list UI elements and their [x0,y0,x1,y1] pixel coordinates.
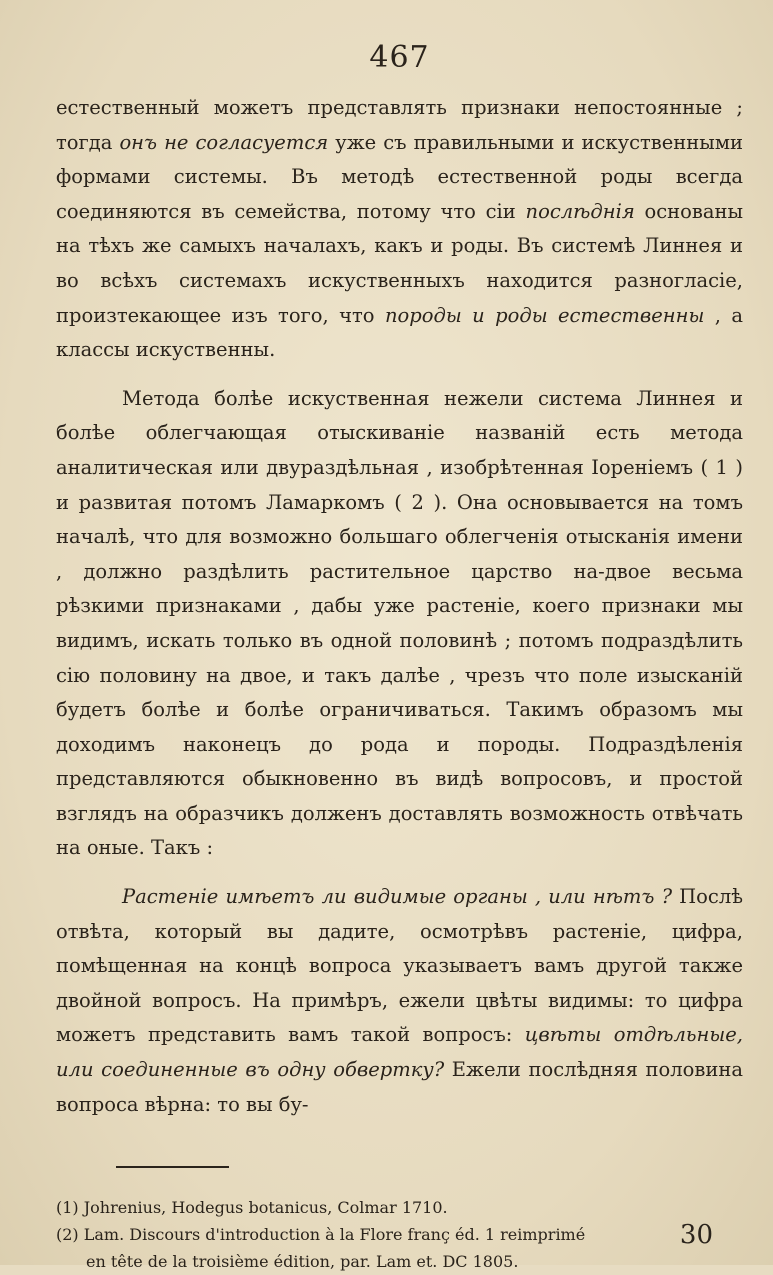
footnote-divider [116,1166,229,1168]
paragraph-1-italic-a: онъ не согласуется [119,130,329,154]
footnote-2-line-2: en tête de la troisième édition, par. Lam et. DC 1805. [86,1252,519,1272]
footnote-2-line-1: (2) Lam. Discours d'introduction à la Flore franç éd. 1 reimprimé [56,1225,586,1245]
paragraph-3-text-a: Послѣ отвѣта, который вы дадите, осмотрѣвъ растеніе, цифра, помѣщенная на концѣ вопроса указываетъ вамъ другой также двойной вопросъ. На примѣръ, ежели цвѣты видимы: то цифра можетъ представить вамъ такой вопросъ: [56,885,743,1047]
paragraph-3-text-b: Ежели послѣдняя половина вопроса вѣрна: то вы бу- [56,1058,743,1116]
paragraph-1-text-b: уже съ правильными и искуственными формами системы. Въ методѣ естественной роды всегда соединяются въ семейства, потому что сіи [56,130,743,223]
paragraph-1 [56,91,743,368]
paragraph-2: Метода болѣе искуственная нежели система Линнея и болѣе облегчающая отыскиваніе названій есть метода аналитическая или двураздѣльная , изобрѣтенная Іоренiемъ ( 1 ) и развитая потомъ Ламаркомъ ( 2 ). Она основывается на томъ началѣ, что для возможно большаго облегченія отысканія имени , должно раздѣлить растительное царство на-двое весьма рѣзкими признаками , дабы уже растеніе, коего признаки мы видимъ, искать только въ одной половинѣ ; потомъ подраздѣлить сію половину на двое, и такъ далѣе , чрезъ что поле изысканій будетъ болѣе и болѣе ограничиваться. Такимъ образомъ мы доходимъ наконецъ до рода и породы. Подраздѣленія представляются обыкновенно въ видѣ вопросовъ, и простой взглядъ на образчикъ долженъ доставлять возможность отвѣчать на оные. Такъ : [56,386,743,860]
paragraph-3-italic-b: цвѣты отдѣльные, или соединенные въ одну обвертку? [56,1023,743,1082]
footnote-1: (1) Johrenius, Hodegus botanicus, Colmar 1710. [56,1198,448,1218]
paragraph-1-text-a: естественный можетъ представлять признаки непостоянные ; тогда [56,96,743,154]
signature-mark: 30 [679,1220,713,1250]
paragraph-3-italic-question: Растеніе имѣетъ ли видимые органы , или нѣтъ ? [122,885,673,909]
footnotes [56,1194,743,1275]
paragraph-1-text-d: , а классы искуственны. [56,303,743,362]
paragraph-1-italic-b: послѣднія [525,199,635,223]
footnote-2 [56,1221,743,1275]
paragraph-1-italic-c: породы и роды естественны [384,303,705,327]
paragraph-3 [56,880,743,1122]
paragraph-1-text-c: основаны на тѣхъ же самыхъ началахъ, какъ и роды. Въ системѣ Линнея и во всѣхъ системахъ искуственныхъ находится разногласіе, произтекающее изъ того, что [56,199,744,327]
page-number: 467 [369,40,430,75]
